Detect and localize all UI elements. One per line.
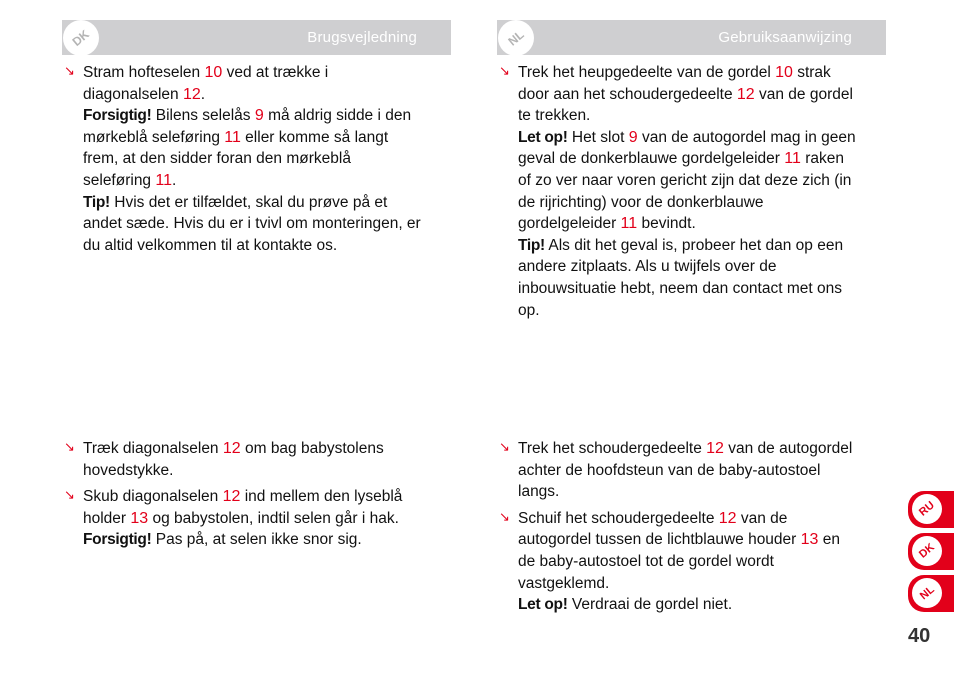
list-item: ↘ Stram hofteselen 10 ved at trække i diagonalselen 12. [64, 63, 329, 103]
arrow-down-right-icon: ↘ [64, 439, 75, 454]
list-item: ↘ Schuif het schoudergedeelte 12 van de autogordel tussen de lichtblauwe houder 13 en de baby-autostoel tot de gordel wordt vastgeklemd. [499, 508, 840, 592]
side-tab-dk[interactable] [908, 533, 954, 570]
lang-badge-nl [498, 20, 534, 56]
list-item: ↘ Skub diagonalselen 12 ind mellem den lyseblå holder 13 og babystolen, indtil selen går i hak. [64, 487, 403, 527]
side-tab-label: RU [917, 499, 937, 519]
side-tab-nl[interactable] [908, 575, 954, 612]
arrow-down-right-icon: ↘ [499, 508, 510, 524]
arrow-down-right-icon: ↘ [64, 487, 75, 503]
side-tab-label: DK [917, 541, 937, 561]
nl-bottom-instructions [499, 438, 891, 616]
arrow-down-right-icon: ↘ [499, 439, 510, 454]
nl-top-instructions [499, 62, 891, 321]
side-tab-ru[interactable] [908, 491, 954, 528]
arrow-down-right-icon: ↘ [64, 63, 75, 78]
caution-note: Forsigtig! Bilens selelås 9 må aldrig sidde i den mørkeblå seleføring 11 eller komme så langt frem, at den sidder foran den mørkeblå seleføring 11. [83, 107, 412, 189]
header-bar-dk [62, 20, 451, 55]
lang-code-dk: DK [69, 27, 93, 49]
header-title-nl: Gebruiksaanwijzing [718, 29, 852, 46]
page-number: 40 [908, 625, 931, 647]
header-bar-nl [497, 20, 886, 55]
list-item: ↘ Trek het heupgedeelte van de gordel 10 strak door aan het schoudergedeelte 12 van de gordel te trekken. [499, 63, 853, 125]
caution-note: Forsigtig! Pas på, at selen ikke snor sig. [83, 531, 362, 549]
list-item: ↘ Trek het schoudergedeelte 12 van de autogordel achter de hoofdsteun van de baby-autostoel langs. [499, 439, 853, 501]
caution-note: Let op! Verdraai de gordel niet. [518, 596, 733, 614]
lang-code-nl: NL [505, 27, 527, 49]
caution-note: Let op! Het slot 9 van de autogordel mag in geen geval de donkerblauwe gordelgeleider 11 raken of zo ver naar voren gericht zijn dat deze zich (in de rijrichting) voor de donkerblauwe gordelgeleider 11 bevindt. [518, 128, 856, 233]
tip-note: Tip! Als dit het geval is, probeer het dan op een andere zitplaats. Als u twijfels over de inbouwsituatie hebt, neem dan contact met ons op. [518, 236, 844, 319]
dk-bottom-instructions [64, 438, 454, 551]
tip-note: Tip! Hvis det er tilfældet, skal du prøve på et andet sæde. Hvis du er i tvivl om monteringen, er du altid velkommen til at kontakte os. [83, 193, 421, 254]
dk-top-instructions [64, 62, 454, 256]
lang-badge-dk [63, 20, 99, 56]
list-item: ↘ Træk diagonalselen 12 om bag babystolens hovedstykke. [64, 439, 384, 479]
header-title-dk: Brugsvejledning [307, 29, 417, 46]
side-tab-label: NL [917, 583, 937, 603]
arrow-down-right-icon: ↘ [499, 63, 510, 78]
